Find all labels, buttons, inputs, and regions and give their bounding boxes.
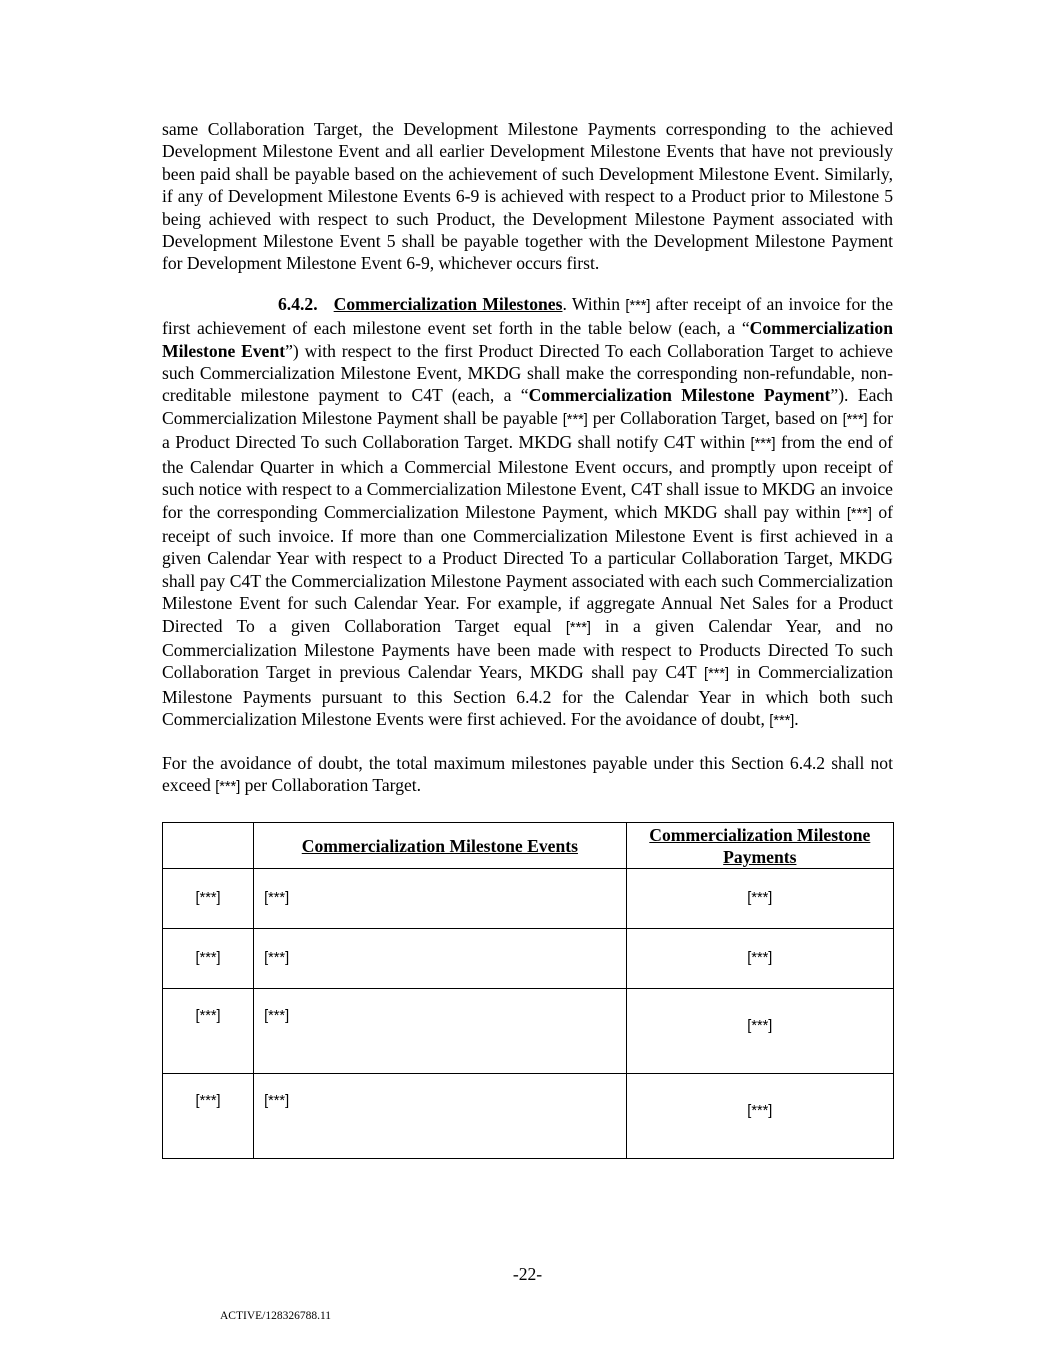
row-number-cell: [***] (163, 989, 254, 1074)
section-number: 6.4.2. (278, 293, 318, 314)
redaction: [***] (625, 297, 651, 314)
header-cell-blank (163, 823, 254, 869)
section-text: in Commercialization Milestone Payments pursuant to this Section 6.4.2 for the Calendar Year in which both such Commercialization Milestone Events were first achieved. For the avoidance of doubt, (162, 662, 893, 730)
avoidance-paragraph (162, 752, 893, 799)
payment-cell: [***] (626, 869, 893, 929)
redaction: [***] (565, 619, 591, 636)
paragraph-continuation: same Collaboration Target, the Development Milestone Payments corresponding to the achieved Development Milestone Event and all earlier Development Milestone Events that have not previously been paid shall be payable based on the achievement of such Development Milestone Event. Similarly, if any of Development Milestone Events 6-9 is achieved with respect to a Product prior to Milestone 5 being achieved with respect to such Product, the Development Milestone Payment associated with Development Milestone Event 5 shall be payable together with the Development Milestone Payment for Development Milestone Event 6-9, whichever occurs first. (162, 119, 893, 274)
section-text: from the end of the Calendar Quarter in which a Commercial Milestone Event occurs, and promptly upon receipt of such notice with respect to a Commercialization Milestone Event, C4T shall issue to MKDG an invoice for the corresponding Commercialization Milestone Payment, which MKDG shall pay within (162, 432, 893, 522)
section-text: ”). Each Commercialization Milestone Payment shall be payable (162, 385, 893, 428)
defined-term: Commercialization Milestone Event (162, 318, 893, 361)
section-text: per Collaboration Target, based on (587, 407, 843, 428)
table-row (163, 929, 894, 989)
redaction: [***] (704, 666, 730, 683)
table-row (163, 989, 894, 1074)
section-text: after receipt of an invoice for the first achievement of each milestone event set forth in the table below (each, a “ (162, 293, 894, 339)
event-cell: [***] (254, 929, 627, 989)
document-id-footer: ACTIVE/128326788.11 (220, 1310, 332, 1322)
event-cell: [***] (254, 989, 627, 1074)
table-row (163, 869, 894, 929)
table-row (163, 1074, 894, 1159)
redaction: [***] (846, 505, 872, 522)
redaction: [***] (562, 411, 588, 428)
redaction: [***] (769, 713, 795, 730)
paragraph-text: per Collaboration Target. (240, 774, 422, 795)
header-cell-payments: Commercialization Milestone Payments (626, 823, 893, 869)
section-text: . (794, 709, 799, 730)
payment-cell: [***] (626, 929, 893, 989)
document-body (162, 118, 893, 1159)
header-cell-events: Commercialization Milestone Events (254, 823, 627, 869)
milestones-table (162, 822, 894, 1159)
section-6-4-2-paragraph (162, 293, 893, 733)
section-text: ”) with respect to the first Product Directed To each Collaboration Target to achieve such Commercialization Milestone Event, MKDG shall make the corresponding non-refundable, non-creditable milestone payment to C4T (each, a “ (162, 340, 893, 406)
redaction: [***] (215, 778, 241, 795)
payment-cell: [***] (626, 1074, 893, 1159)
redaction: [***] (842, 411, 868, 428)
event-cell: [***] (254, 869, 627, 929)
section-text: in a given Calendar Year, and no Commercialization Milestone Payments have been made with respect to Products Directed To such Collaboration Target in previous Calendar Years, MKDG shall pay C4T (162, 615, 893, 683)
row-number-cell: [***] (163, 929, 254, 989)
page-number: -22- (512, 1264, 543, 1284)
row-number-cell: [***] (163, 1074, 254, 1159)
event-cell: [***] (254, 1074, 627, 1159)
redaction: [***] (750, 436, 776, 453)
row-number-cell: [***] (163, 869, 254, 929)
payment-cell: [***] (626, 989, 893, 1074)
paragraph-text: For the avoidance of doubt, the total maximum milestones payable under this Section 6.4.2 shall not exceed (162, 752, 893, 795)
section-text: for a Product Directed To such Collaboration Target. MKDG shall notify C4T within (162, 407, 893, 453)
section-text: of receipt of such invoice. If more than one Commercialization Milestone Event is first achieved in a given Calendar Year with respect to a Product Directed To a particular Collaboration Target, MKDG shall pay C4T the Commercialization Milestone Payment associated with each such Commercialization Milestone Event for such Calendar Year. For example, if aggregate Annual Net Sales for a Product Directed To a given Collaboration Target equal (162, 501, 893, 636)
section-heading: Commercialization Milestones (333, 293, 563, 314)
section-text: . Within (562, 293, 626, 314)
defined-term: Commercialization Milestone Payment (528, 385, 831, 406)
table-header-row (163, 823, 894, 869)
